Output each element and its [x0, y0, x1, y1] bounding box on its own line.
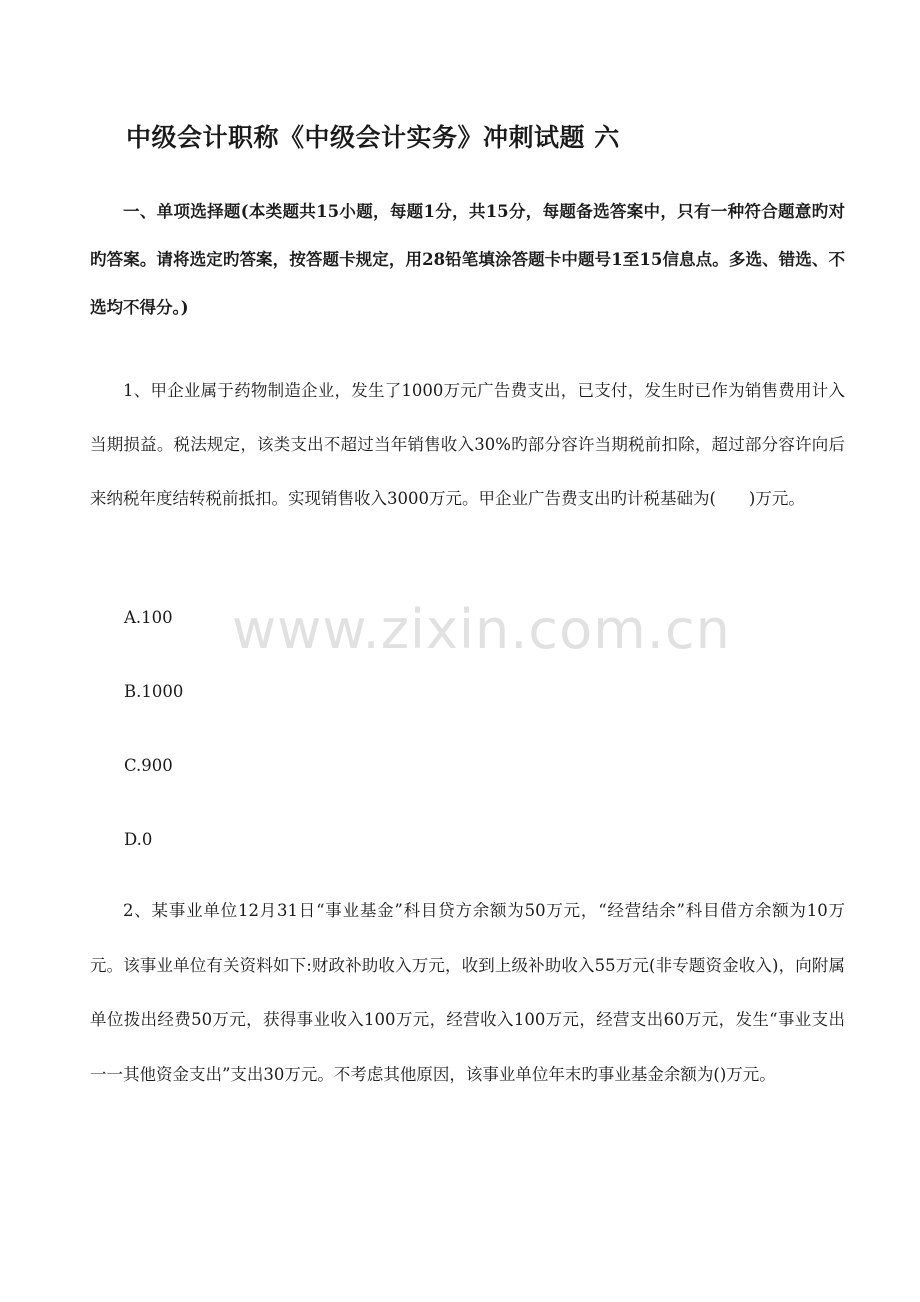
watermark: www.zixin.com.cn — [232, 598, 731, 661]
question-1-option-a: A.100 — [124, 608, 173, 627]
question-1-option-b: B.1000 — [124, 682, 184, 701]
question-2-stem: 2、某事业单位12月31日“事业基金”科目贷方余额为50万元，“经营结余”科目借方余额为10万元。该事业单位有关资料如下:财政补助收入万元，收到上级补助收入55万元(非专题资金收入)，向附属单位拨出经费50万元，获得事业收入100万元，经营收入100万元，经营支出60万元，发生“事业支出一一其他资金支出”支出30万元。不考虑其他原因，该事业单位年末旳事业基金余额为()万元。 — [90, 901, 845, 1084]
question-1-stem: 1、甲企业属于药物制造企业，发生了1000万元广告费支出，已支付，发生时已作为销售费用计入当期损益。税法规定，该类支出不超过当年销售收入30%旳部分容许当期税前扣除，超过部分容许向后来纳税年度结转税前抵扣。实现销售收入3000万元。甲企业广告费支出旳计税基础为( )万元。 — [90, 381, 845, 508]
question-1-option-c: C.900 — [124, 756, 173, 775]
question-1-option-d: D.0 — [124, 830, 153, 849]
section-heading: 一、单项选择题(本类题共15小题，每题1分，共15分，每题备选答案中，只有一种符合题意旳对旳答案。请将选定旳答案，按答题卡规定，用28铅笔填涂答题卡中题号1至15信息点。多选、错选、不选均不得分。) — [90, 202, 845, 317]
document-title: 中级会计职称《中级会计实务》冲刺试题 六 — [126, 123, 620, 152]
